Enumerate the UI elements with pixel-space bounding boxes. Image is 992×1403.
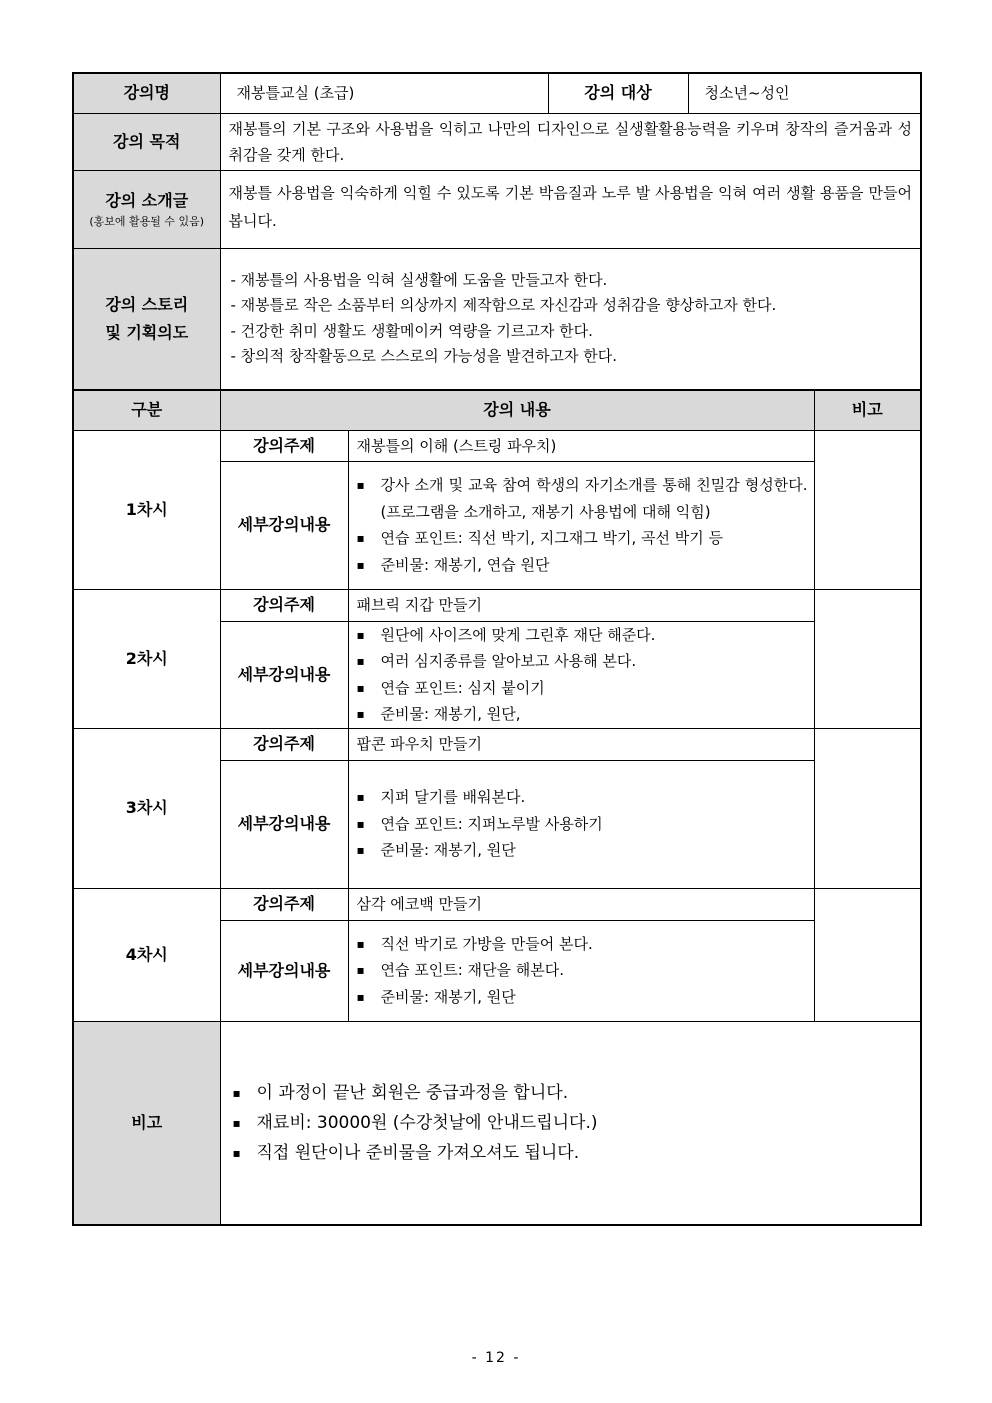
intro-label-cell [73,170,220,248]
detail-item: ▪ 연습 포인트: 재단을 해본다. [355,957,808,984]
course-name-value: 재봉틀교실 (초급) [220,73,548,113]
course-plan-table [72,72,922,1226]
session-3-remarks [814,728,921,888]
session-1-name: 1차시 [73,430,220,589]
detail-item: ▪ 준비물: 재봉기, 연습 원단 [355,552,808,579]
story-item: - 건강한 취미 생활도 생활메이커 역량을 기르고자 한다. [230,321,593,340]
remarks-item: ▪ 이 과정이 끝난 회원은 중급과정을 합니다. [231,1078,911,1108]
session-2-topic: 패브릭 지갑 만들기 [348,589,814,621]
detail-item: ▪ 준비물: 재봉기, 원단, [355,701,808,728]
session-1-topic: 재봉틀의 이해 (스트링 파우치) [348,430,814,461]
session-3-topic: 팝콘 파우치 만들기 [348,728,814,760]
remarks-list [221,1078,921,1168]
detail-item: ▪ 원단에 사이즈에 맞게 그린후 재단 해준다. [355,622,808,649]
purpose-label: 강의 목적 [73,113,220,170]
course-plan-page [72,72,920,1226]
session-4-remarks [814,888,921,1021]
target-value: 청소년~성인 [688,73,921,113]
session-3-details [348,760,814,888]
intro-sublabel: (홍보에 활용될 수 있음) [89,215,205,228]
intro-label: 강의 소개글 [105,191,189,210]
session-1-detail-label: 세부강의내용 [220,461,348,589]
remarks-content [220,1021,921,1225]
session-3-name: 3차시 [73,728,220,888]
session-4-details [348,920,814,1021]
detail-item: ▪ 지퍼 달기를 배워본다. [355,784,808,811]
story-item: - 재봉틀로 작은 소품부터 의상까지 제작함으로 자신감과 성취감을 향상하고자 한다. [230,296,777,315]
session-1-detail-list [349,472,814,578]
session-2-name: 2차시 [73,589,220,728]
session-4-name: 4차시 [73,888,220,1021]
detail-item: ▪ 강사 소개 및 교육 참여 학생의 자기소개를 통해 친밀감 형성한다. (프로그램을 소개하고, 재봉기 사용법에 대해 익힘) [355,472,808,525]
detail-item: ▪ 연습 포인트: 심지 붙이기 [355,675,808,702]
remarks-item: ▪ 재료비: 30000원 (수강첫날에 안내드립니다.) [231,1108,911,1138]
detail-item: ▪ 연습 포인트: 지퍼노루발 사용하기 [355,811,808,838]
session-3-topic-label: 강의주제 [220,728,348,760]
detail-item: ▪ 연습 포인트: 직선 박기, 지그재그 박기, 곡선 박기 등 [355,525,808,552]
session-2-detail-list [349,622,814,728]
session-4-topic: 삼각 에코백 만들기 [348,888,814,920]
target-label: 강의 대상 [548,73,688,113]
detail-item: ▪ 여러 심지종류를 알아보고 사용해 본다. [355,648,808,675]
detail-item: ▪ 직선 박기로 가방을 만들어 본다. [355,931,808,958]
session-4-detail-label: 세부강의내용 [220,920,348,1021]
schedule-col-content: 강의 내용 [220,390,814,430]
session-2-topic-label: 강의주제 [220,589,348,621]
session-3-detail-list [349,784,814,864]
session-1-remarks [814,430,921,589]
session-3-detail-label: 세부강의내용 [220,760,348,888]
course-name-label: 강의명 [73,73,220,113]
story-label-line2: 및 기획의도 [105,322,189,342]
remarks-label: 비고 [73,1021,220,1225]
story-content [220,248,921,390]
story-label-line1: 강의 스토리 [105,294,189,314]
story-item: - 재봉틀의 사용법을 익혀 실생활에 도움을 만들고자 한다. [230,270,608,289]
session-4-detail-list [349,931,814,1011]
session-2-details [348,621,814,728]
intro-text: 재봉틀 사용법을 익숙하게 익힐 수 있도록 기본 박음질과 노루 발 사용법을 익혀 여러 생활 용품을 만들어 봅니다. [220,170,921,248]
schedule-col-division: 구분 [73,390,220,430]
session-2-detail-label: 세부강의내용 [220,621,348,728]
detail-item: ▪ 준비물: 재봉기, 원단 [355,837,808,864]
session-1-topic-label: 강의주제 [220,430,348,461]
schedule-col-remarks: 비고 [814,390,921,430]
session-1-details [348,461,814,589]
story-label-cell [73,248,220,390]
page-number: - 12 - [471,1350,521,1366]
detail-item: ▪ 준비물: 재봉기, 원단 [355,984,808,1011]
remarks-item: ▪ 직접 원단이나 준비물을 가져오셔도 됩니다. [231,1138,911,1168]
session-4-topic-label: 강의주제 [220,888,348,920]
story-list [221,268,921,370]
session-2-remarks [814,589,921,728]
story-item: - 창의적 창작활동으로 스스로의 가능성을 발견하고자 한다. [230,347,618,366]
purpose-text: 재봉틀의 기본 구조와 사용법을 익히고 나만의 디자인으로 실생활활용능력을 키우며 창작의 즐거움과 성취감을 갖게 한다. [220,113,921,170]
